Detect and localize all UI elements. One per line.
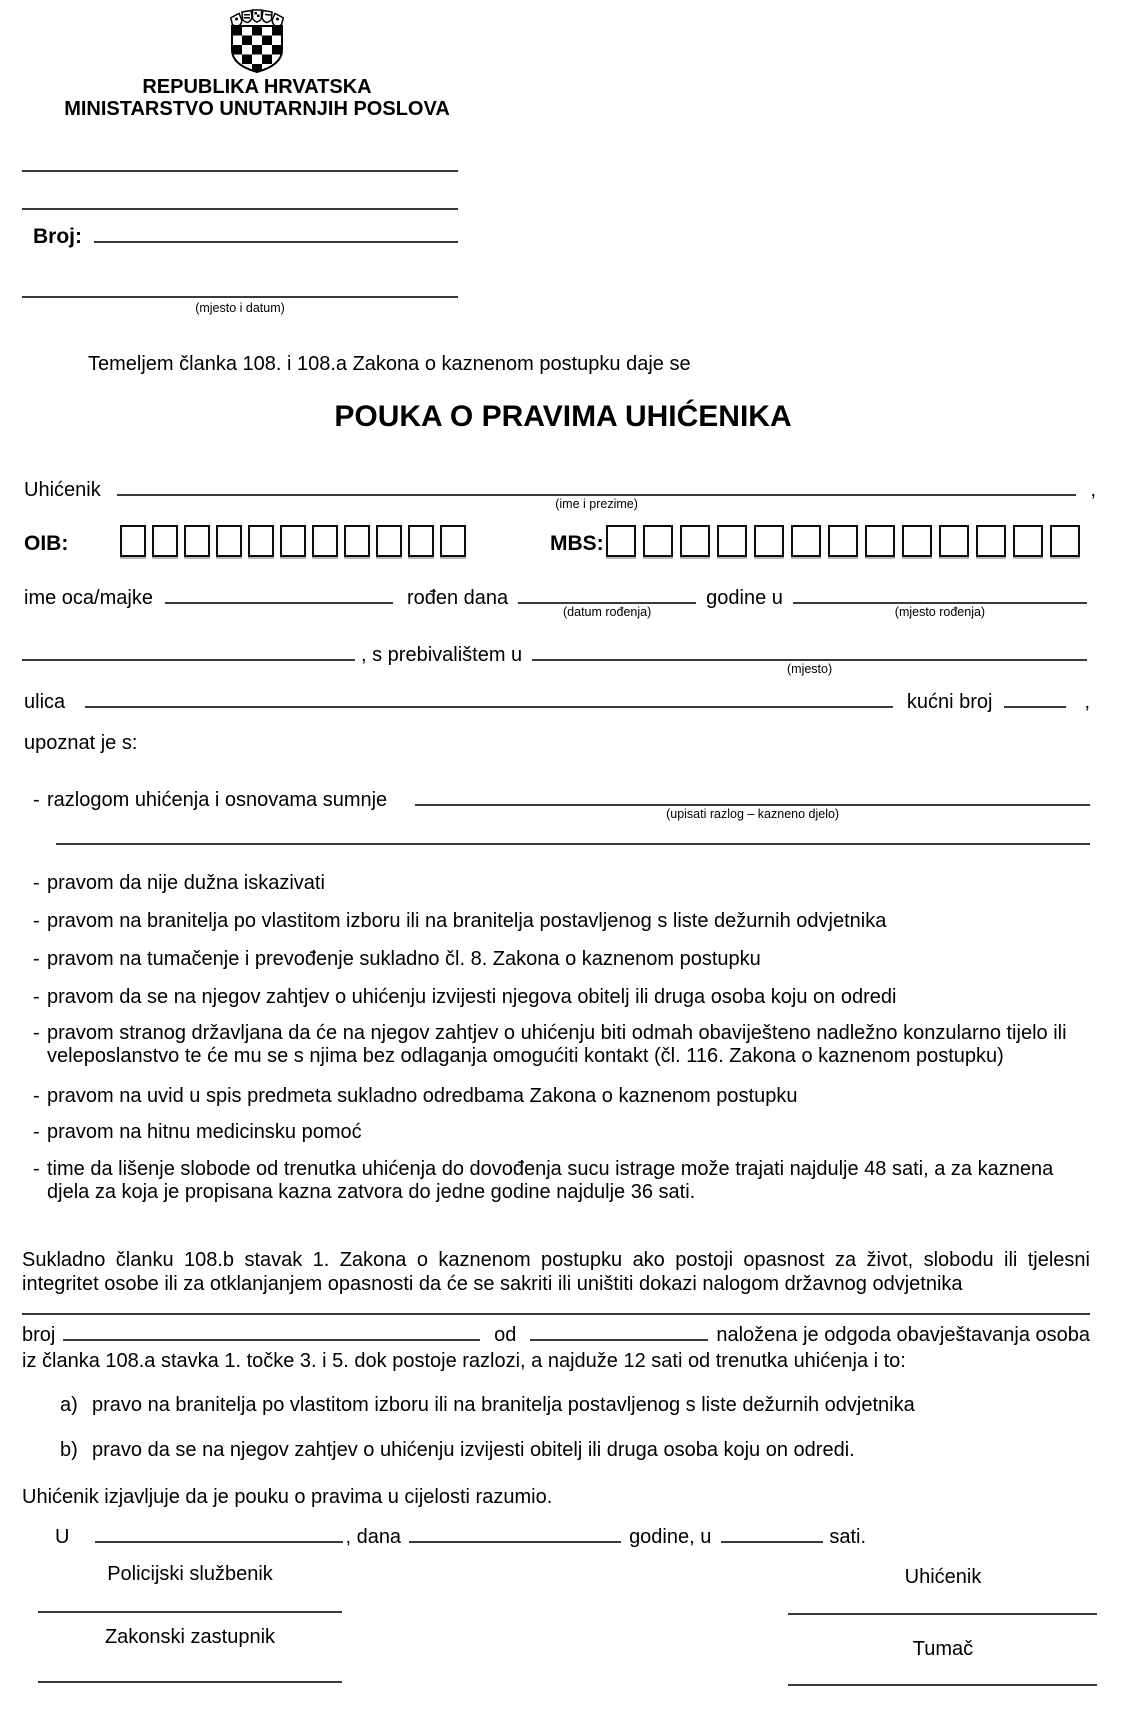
item-a-text: pravo na branitelja po vlastitom izboru ili na branitelja postavljenog s liste dežurnih odvjetnika	[92, 1394, 915, 1416]
bullet-dash: -	[33, 910, 40, 932]
residence-place-line	[532, 640, 1087, 676]
country-name: REPUBLIKA HRVATSKA	[142, 76, 372, 98]
trailing-comma: ,	[1090, 479, 1096, 501]
understanding-statement: Uhićenik izjavljuje da je pouku o pravima u cijelosti razumio.	[22, 1486, 553, 1508]
order-number-line	[63, 1320, 480, 1341]
rights-item	[33, 1022, 1086, 1068]
dana-label: , dana	[345, 1526, 402, 1548]
rights-item-text: pravom na uvid u spis predmeta sukladno odredbama Zakona o kaznenom postupku	[47, 1085, 798, 1107]
bullet-dash: -	[33, 1121, 40, 1143]
year-in-label: godine u	[706, 587, 783, 609]
rights-item	[33, 1085, 1086, 1108]
bullet-dash: -	[33, 872, 40, 894]
digit-box	[828, 525, 858, 557]
born-date-label: rođen dana	[406, 587, 509, 609]
bullet-dash: -	[33, 948, 40, 970]
intro-text: Temeljem članka 108. i 108.a Zakona o kaznenom postupku daje se	[88, 353, 691, 375]
place-date-caption: (mjesto i datum)	[195, 301, 285, 315]
item-b-text: pravo da se na njegov zahtjev o uhićenju izvijesti obitelj ili druga osoba koju on odredi.	[92, 1439, 855, 1461]
name-caption: (ime i prezime)	[555, 497, 638, 511]
digit-box	[120, 525, 146, 557]
digit-box	[344, 525, 370, 557]
arrestee-signature-line	[788, 1613, 1097, 1615]
digit-box	[152, 525, 178, 557]
reason-fill-line	[415, 785, 1090, 821]
rights-item	[33, 910, 1086, 933]
digit-box	[791, 525, 821, 557]
rights-item-text: pravom na hitnu medicinsku pomoć	[47, 1121, 362, 1143]
place-fill-line	[95, 1522, 343, 1543]
bullet-dash: -	[33, 986, 40, 1008]
rights-item	[33, 1158, 1086, 1204]
godine-label: godine, u	[629, 1526, 712, 1548]
letterhead	[20, 76, 494, 120]
digit-box	[184, 525, 210, 557]
place-date-line	[22, 296, 458, 298]
delay-paragraph: Sukladno članku 108.b stavak 1. Zakona o kaznenom postupku ako postoji opasnost za život, slobodu ili tjelesni integritet osobe ili za otklanjanjem opasnosti da će se sakriti ili uništiti dokazi nalogom državnog odvjetnika	[22, 1249, 1090, 1295]
reason-caption: (upisati razlog – kazneno djelo)	[666, 807, 840, 821]
bullet-dash: -	[33, 1085, 40, 1107]
digit-box	[643, 525, 673, 557]
parent-birth-row	[24, 583, 1087, 619]
order-date-line	[530, 1320, 708, 1341]
house-number-label: kućni broj	[906, 691, 993, 713]
form-title: POUKA O PRAVIMA UHIĆENIKA	[334, 400, 792, 433]
oib-mbs-row	[24, 518, 1087, 556]
reason-continuation-line	[56, 843, 1090, 845]
order-nalozena-text: naložena je odgoda obavještavanja osoba	[716, 1324, 1090, 1346]
croatia-coat-of-arms-icon	[228, 8, 286, 74]
rights-item	[33, 872, 1086, 895]
digit-box	[865, 525, 895, 557]
digit-box	[754, 525, 784, 557]
digit-box	[606, 525, 636, 557]
mbs-boxes	[606, 518, 1087, 550]
digit-box	[248, 525, 274, 557]
rights-item-text: time da lišenje slobode od trenutka uhićenja do dovođenja sucu istrage može trajati najdulje 48 sati, a za kaznena djela za koja je propisana kazna zatvora do jedne godine najdulje 36 sati.	[47, 1158, 1054, 1203]
bullet-dash: -	[33, 789, 40, 811]
rights-reason-row	[33, 785, 1090, 821]
hour-fill-line	[721, 1522, 823, 1543]
digit-box	[312, 525, 338, 557]
rights-item	[33, 986, 1086, 1009]
rights-item-text: pravom na tumačenje i prevođenje sukladno čl. 8. Zakona o kaznenom postupku	[47, 948, 761, 970]
delayed-right-b	[60, 1439, 1086, 1462]
order-broj-label: broj	[22, 1324, 56, 1346]
police-officer-label: Policijski službenik	[107, 1563, 273, 1585]
delayed-right-a	[60, 1394, 1086, 1417]
header-blank-line-2	[22, 208, 458, 210]
digit-box	[902, 525, 932, 557]
header-blank-line-1	[22, 170, 458, 172]
digit-box	[408, 525, 434, 557]
rights-item-text: pravom na branitelja po vlastitom izboru ili na branitelja postavljenog s liste dežurnih odvjetnika	[47, 910, 887, 932]
rights-reason-text: razlogom uhićenja i osnovama sumnje	[47, 789, 388, 811]
residence-blank-line	[22, 640, 355, 661]
order-od-label: od	[494, 1324, 517, 1346]
digit-box	[680, 525, 710, 557]
uhicenik-label: Uhićenik	[24, 479, 101, 501]
date-place-row	[55, 1522, 866, 1549]
parent-name-line	[165, 583, 393, 604]
birth-place-caption: (mjesto rođenja)	[894, 605, 986, 619]
legal-representative-signature-line	[38, 1681, 342, 1683]
legal-representative-label: Zakonski zastupnik	[104, 1626, 276, 1648]
order-continuation-text: iz članka 108.a stavka 1. točke 3. i 5. dok postoje razlozi, a najduže 12 sati od trenutka uhićenja i to:	[22, 1350, 906, 1372]
bullet-dash: -	[33, 1158, 40, 1180]
rights-item-text: pravom stranog državljana da će na njegov zahtjev o uhićenju biti odmah obaviješteno nadležno konzularno tijelo ili veleposlanstvo te će mu se s njima bez odlaganja omogućiti kontakt (čl. 116. Zakona o kaznenom postupku)	[47, 1022, 1067, 1067]
street-line	[85, 687, 893, 708]
date-fill-line	[409, 1522, 621, 1543]
arrestee-signature-label: Uhićenik	[904, 1566, 982, 1588]
rights-item-text: pravom da se na njegov zahtjev o uhićenju izvijesti njegova obitelj ili druga osoba koju on odredi	[47, 986, 897, 1008]
oib-boxes	[120, 518, 472, 550]
digit-box	[1013, 525, 1043, 557]
bullet-dash: -	[33, 1022, 40, 1044]
rights-item	[33, 1121, 1086, 1144]
digit-box	[216, 525, 242, 557]
residence-row	[22, 640, 1087, 676]
broj-label: Broj:	[33, 225, 82, 248]
ministry-name: MINISTARSTVO UNUTARNJIH POSLOVA	[64, 98, 450, 120]
oib-label: OIB:	[24, 532, 69, 555]
digit-box	[976, 525, 1006, 557]
mbs-label: MBS:	[550, 532, 604, 555]
prosecutor-fill-line	[22, 1313, 1090, 1315]
interpreter-signature-line	[788, 1684, 1097, 1686]
street-label: ulica	[24, 691, 66, 713]
acquainted-label: upoznat je s:	[24, 732, 138, 754]
u-label: U	[55, 1526, 70, 1548]
item-a-marker: a)	[60, 1394, 78, 1416]
digit-box	[440, 525, 466, 557]
house-number-comma: ,	[1084, 691, 1090, 713]
residence-place-caption: (mjesto)	[787, 662, 833, 676]
residence-label: , s prebivalištem u	[361, 644, 523, 666]
interpreter-label: Tumač	[912, 1638, 974, 1660]
birth-date-line	[518, 583, 696, 619]
name-fill-line	[117, 475, 1077, 511]
birth-place-line	[793, 583, 1087, 619]
order-number-row	[22, 1320, 1090, 1347]
digit-box	[939, 525, 969, 557]
broj-row	[33, 222, 458, 249]
digit-box	[1050, 525, 1080, 557]
house-number-line	[1004, 687, 1066, 708]
birth-date-caption: (datum rođenja)	[563, 605, 652, 619]
sati-label: sati.	[829, 1526, 867, 1548]
arrestee-name-row	[24, 475, 1096, 511]
police-officer-signature-line	[38, 1611, 342, 1613]
digit-box	[280, 525, 306, 557]
digit-box	[376, 525, 402, 557]
street-row	[24, 687, 1090, 714]
digit-box	[717, 525, 747, 557]
broj-fill-line	[94, 222, 458, 243]
parent-name-label: ime oca/majke	[24, 587, 153, 609]
rights-item	[33, 948, 1086, 971]
rights-item-text: pravom da nije dužna iskazivati	[47, 872, 325, 894]
item-b-marker: b)	[60, 1439, 78, 1461]
